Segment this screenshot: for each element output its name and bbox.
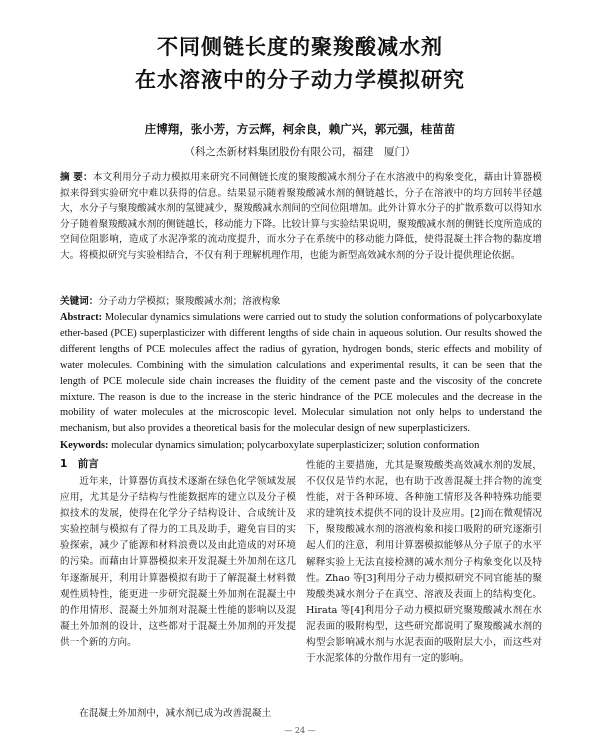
left-column-paragraph-2: 在混凝土外加剂中，减水剂已成为改善混凝土 — [79, 708, 272, 719]
page-number: — 24 — — [284, 726, 316, 735]
title-line-1: 不同侧链长度的聚羧酸减水剂 — [157, 35, 443, 59]
keywords-cn-label: 关键词： — [60, 296, 99, 307]
keywords-cn — [60, 294, 542, 310]
affiliation: （科之杰新材料集团股份有限公司，福建 厦门） — [184, 146, 416, 158]
keywords-en — [60, 438, 542, 454]
abstract-cn-text: 本文利用分子动力模拟用来研究不同侧链长度的聚羧酸减水剂分子在水溶液中的构象变化，藉由计算器模拟来得到实验研究中难以获得的信息。结果显示随着聚羧酸减水剂的侧链越长，分子在溶液中的均方回转半径越大，水分子与聚羧酸减水剂的氢键减少，聚羧酸减水剂间的空间位阻增加。此外计算水分子的扩散系数可以得知水分子随着聚羧酸减水剂的侧链越长，移动能力下降。比较计算与实验结果说明，聚羧酸减水剂的侧链长度所造成的空间位阻影响，造成了水泥净浆的流动度提升，而水分子在系统中的移动能力降低，使得混凝土拌合物的黏度增大。将模拟研究与实验相结合，不仅有利于理解机理作用，也能为新型高效减水剂的分子设计提供理论依据。 — [60, 172, 543, 261]
title-line-2: 在水溶液中的分子动力学模拟研究 — [135, 68, 465, 92]
keywords-en-text: molecular dynamics simulation; polycarboxylate superplasticizer; solution conformation — [111, 440, 480, 451]
keywords-en-label: Keywords: — [60, 440, 109, 451]
abstract-cn-label: 摘 要： — [60, 172, 93, 183]
abstract-en-label: Abstract: — [60, 312, 103, 323]
keywords-cn-text: 分子动力学模拟；聚羧酸减水剂；溶液构象 — [98, 296, 281, 307]
authors: 庄博翔，张小芳，方云辉，柯余良，赖广兴，郭元强，桂苗苗 — [144, 122, 456, 136]
abstract-en-text: Molecular dynamics simulations were carried out to study the solution conformations of polycarboxylate ether-based (PCE) superplasticizer with different lengths of side chain in aqueous solution. Our results showed the different lengths of PCE molecules affect the radius of gyration, hydrogen bonds, steric effects and mobility of water molecules. Combining with the simulation calculations and experimental results, it can be seen that the length of PCE molecule side chain increases the fluidity of the cement paste and the viscosity of the concrete mixture. The reason is due to the increase in the steric hindrance of the PCE molecules and the decrease in the mobility of water molecules at the microscopic level. Molecular simulation not only helps to understand the mechanism, but also provides a theoretical basis for the molecular design of new superplasticizers. — [60, 312, 542, 435]
left-column-paragraph-1: 近年来，计算器仿真技术逐渐在绿色化学领域发展应用，尤其是分子结构与性能数据库的建立以及分子模拟技术的发展，使得在化学分子结构设计、合成统计及实验控制与模拟有了得力的工具及助手，避免盲目的实验探索，减少了能源和材料浪费以及由此造成的对环境的污染。而藉由计算器模拟来开发混凝土外加剂在这几年逐渐展开，利用计算器模拟有助于了解混凝土材料微观性质特性，能更进一步研究混凝土外加剂在混凝土中的作用情形、混凝土外加剂对混凝土性能的影响以及混凝土外加剂的设计，这些都对于混凝土外加剂的开发提供一个新的方向。 — [60, 476, 296, 648]
right-column-paragraph: 性能的主要措施，尤其是聚羧酸类高效减水剂的发展，不仅仅是节约水泥，也有助于改善混凝土拌合物的流变性能，对于各种环境、各种施工情形及各种特殊功能要求的建筑技术提供不同的设计及应用。[2]而在微观情况下，聚羧酸减水剂的溶液构象和接口吸附的研究逐渐引起人们的注意，利用计算器模拟能够从分子原子的水平解释实验上无法直接检测的减水剂分子构象变化以及特性。Zhao 等[3]利用分子动力模拟研究不同官能基的聚羧酸类减水剂分子在真空、溶液及表面上的结构变化。Hirata 等[4]利用分子动力模拟研究聚羧酸减水剂在水泥表面的吸附构型，这些研究都说明了聚羧酸减水剂的构型会影响减水剂与水泥表面的吸附层大小，而这些对于水泥浆体的分散作用有一定的影响。 — [306, 460, 542, 665]
section-heading-intro: 1 前言 — [60, 458, 99, 470]
abstract-cn — [60, 170, 542, 264]
abstract-en — [60, 310, 542, 437]
